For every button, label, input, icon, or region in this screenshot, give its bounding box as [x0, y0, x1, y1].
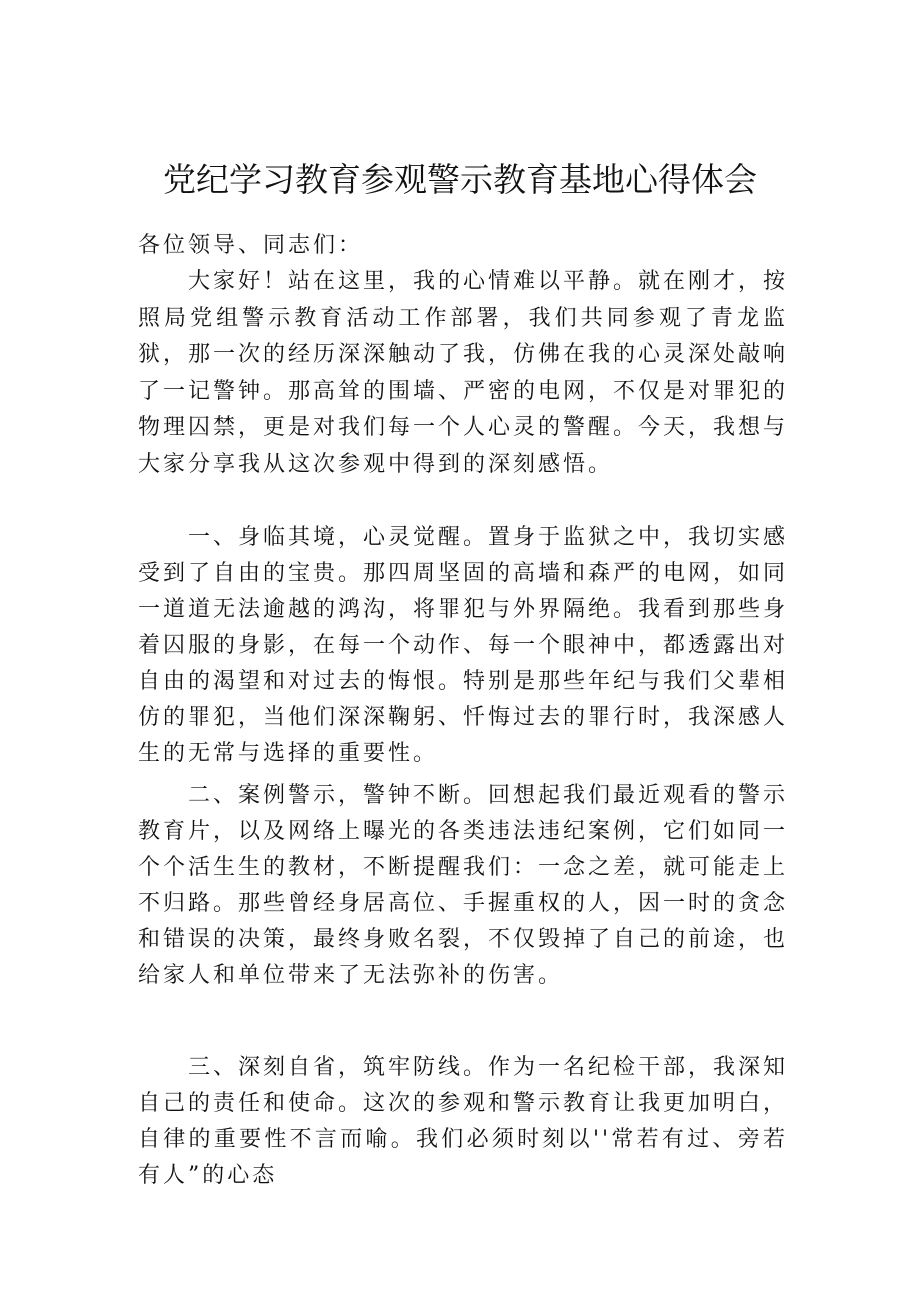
- salutation: 各位领导、同志们：: [138, 233, 364, 258]
- paragraph-section-one: 一、身临其境，心灵觉醒。置身于监狱之中，我切实感受到了自由的宝贵。那四周坚固的高墙和森严的电网，如同一道道无法逾越的鸿沟，将罪犯与外界隔绝。我看到那些身着囚服的身影，在每一个动作、每一个眼神中，都透露出对自由的渴望和对过去的悔恨。特别是那些年纪与我们父辈相仿的罪犯，当他们深深鞠躬、忏悔过去的罪行时，我深感人生的无常与选择的重要性。: [138, 525, 789, 766]
- paragraph-section-three: 三、深刻自省，筑牢防线。作为一名纪检干部，我深知自己的责任和使命。这次的参观和警示教育让我更加明白，自律的重要性不言而喻。我们必须时刻以''常若有过、旁若有人”的心态: [138, 1055, 789, 1188]
- paragraph-section-two: 二、案例警示，警钟不断。回想起我们最近观看的警示教育片，以及网络上曝光的各类违法违纪案例，它们如同一个个活生生的教材，不断提醒我们：一念之差，就可能走上不归路。那些曾经身居高位、手握重权的人，因一时的贪念和错误的决策，最终身败名裂，不仅毁掉了自己的前途，也给家人和单位带来了无法弥补的伤害。: [138, 783, 789, 988]
- document-title: 党纪学习教育参观警示教育基地心得体会: [163, 160, 757, 199]
- paragraph-intro: 大家好！站在这里，我的心情难以平静。就在刚才，按照局党组警示教育活动工作部署，我们共同参观了青龙监狱，那一次的经历深深触动了我，仿佛在我的心灵深处敲响了一记警钟。那高耸的围墙、严密的电网，不仅是对罪犯的物理囚禁，更是对我们每一个人心灵的警醒。今天，我想与大家分享我从这次参观中得到的深刻感悟。: [138, 269, 789, 477]
